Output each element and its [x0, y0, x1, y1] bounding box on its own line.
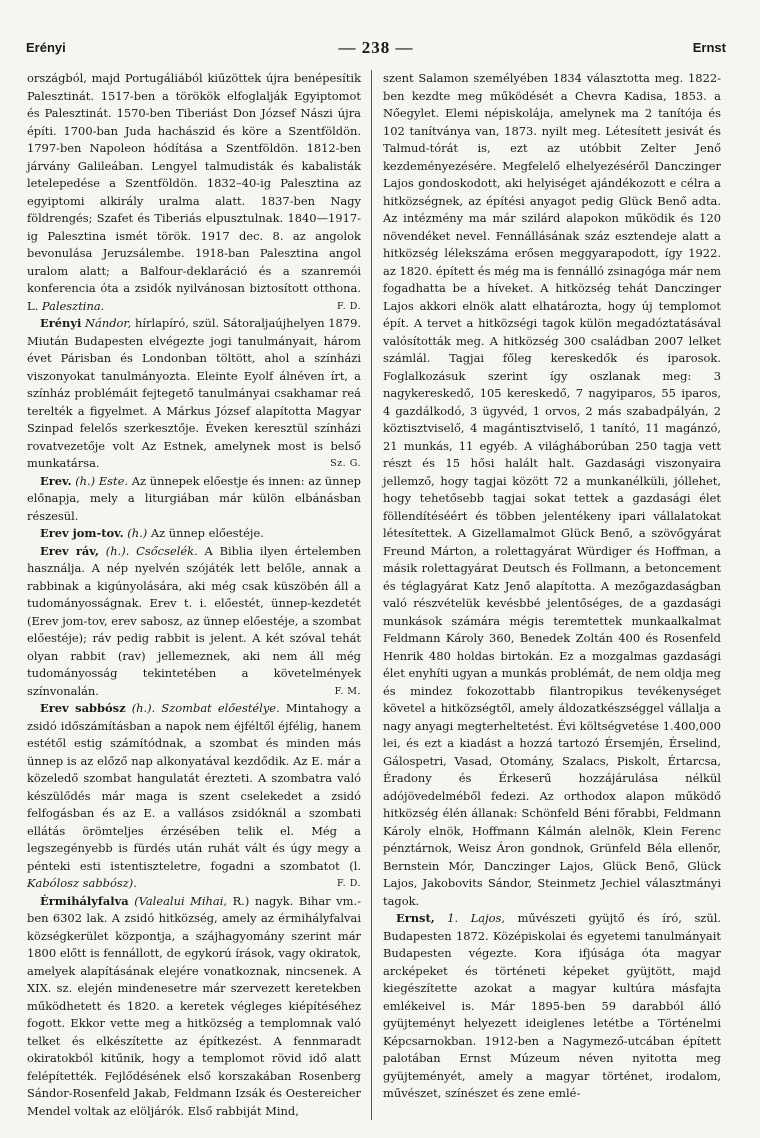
author-signature: F. D. [337, 878, 361, 889]
header-left-headword: Erényi [26, 40, 66, 55]
entry-subhead: (h.) [123, 526, 148, 540]
page-number: — 238 — [338, 38, 414, 57]
entry-subhead: (h.). Szombat előestélye. [125, 701, 280, 715]
entry-continuation [27, 70, 361, 315]
lexicon-entry [27, 315, 361, 473]
entry-text: hírlapíró, szül. Sátoraljaújhelyen 1879. Miután Budapesten elvégezte jogi tanulmányait, három évet Párisban és Londonban töltött, ahol a színházi viszonyokat tanulmányozta. Eleinte Eyolf álnéven írt, a színház problémáit fejtegető tanulmányai csakhamar reá terelték a figyelmet. A Márkus József alapította Magyar Szinpad felelős szerkesztője. Éveken keresztül színházi rovatvezetője volt Az Estnek, amelynek most is belső munkatársa. [27, 316, 361, 470]
entry-text: Az ünnepek előestje és innen: az ünnep előnapja, mely a liturgiában már külön elbánásban részesül. [27, 473, 361, 523]
entry-headword: Erényi [40, 316, 82, 330]
lexicon-entry [383, 910, 721, 1103]
entry-subhead: (Valealui Mihai, [128, 893, 228, 908]
entry-subhead: 1. Lajos, [434, 911, 506, 925]
entry-headword: Erev ráv, [40, 543, 99, 558]
entry-text: Az ünnep előestéje. [147, 526, 264, 540]
page-header [26, 40, 726, 60]
left-column [27, 70, 361, 1120]
author-signature: Sz. G. [330, 458, 361, 469]
entry-reference: Palesztina. [41, 298, 105, 313]
entry-text: A Biblia ilyen értelemben használja. A nép nyelvén szójáték lett belőle, annak a rabbinak a kigúnyolására, aki még csak küszöbén áll a tudományosságnak. Erev t. i. előestét, ünnep-kezdetét (Erev jom-tov, erev sabosz, az ünnep előestéje, a szombat előestéje); ráv pedig rabbit is jelent. A két szóval tehát olyan rabbit (rav) jellemeznek, aki nem áll még tudományosság tekintetében a követelmények színvonalán. [27, 543, 361, 698]
lexicon-entry [27, 543, 361, 701]
column-divider [371, 70, 372, 1120]
lexicon-entry [27, 525, 361, 543]
entry-text: országból, majd Portugáliából kiűzöttek újra benépesítik Palesztinát. 1517-ben a törökök elfoglalják Egyiptomot és Palesztinát. 1570-ben Tiberiást Don József Nászi újra építi. 1700-ban Juda hachászid és köre a Szentföldön. 1797-ben Napoleon hódítása a Szentföldön. 1812-ben járvány Galileában. Lengyel talmudisták és kabalisták letelepedése a Szentföldön. 1832–40-ig Palesztina az egyiptomi alkirály uralma alatt. 1837-ben Nagy földrengés; Szafet és Tiberiás elpusztulnak. 1840—1917-ig Palesztina ismét török. 1917 dec. 8. az angolok bevonulása Jeruzsálembe. 1918-ban Palesztina angol uralom alatt; a Balfour-deklaráció és a szanremói konferencia óta a zsidók nyilvánosan biztosított otthona. L. [27, 71, 361, 313]
entry-reference: Kabólosz sabbósz). [27, 876, 137, 890]
right-column [383, 70, 721, 1103]
entry-text: művészeti gyüjtő és író, szül. Budapesten 1872. Középiskolai és egyetemi tanulmányait Budapesten végezte. Kora ifjúsága óta magyar arcképeket és történeti képeket gyüjtött, majd kiegészítette azokat a magyar kultúra másfajta emlékeivel is. Már 1895-ben 59 darabból álló gyüjteményt helyezett ideiglenes letétbe a Történelmi Képcsarnokban. 1912-ben a Nagymező-utcában épített palotában Ernst Múzeum néven nyitotta meg gyüjteményét, amely a magyar történet, irodalom, művészet, színészet és zene emlé- [383, 911, 721, 1100]
lexicon-entry [27, 700, 361, 893]
entry-subhead: Nándor, [81, 316, 132, 330]
entry-continuation [383, 70, 721, 910]
entry-headword: Érmihályfalva [40, 893, 129, 908]
header-right-headword: Ernst [692, 40, 726, 55]
lexicon-entry [27, 893, 361, 1121]
entry-subhead: (h.). Csőcselék. [98, 543, 198, 558]
entry-subhead: (h.) Este. [71, 473, 129, 488]
author-signature: F. D. [337, 300, 361, 312]
author-signature: F. M. [334, 685, 361, 697]
entry-headword: Erev jom-tov. [40, 526, 124, 540]
entry-text: Mintahogy a zsidó időszámításban a napok nem éjféltől éjfélig, hanem estétől estig számítódnak, a szombat és minden más ünnep is az előző nap alkonyatával kezdődik. Az E. már a közeledő szombat hangulatát érezteti. A szombatra való készülődés már maga is szent cselekedet a zsidó felfogásban és az E. a vallásos zsidóknál a szombati ellátás örömteljes érzésében telik el. Még a legszegényebb is fürdés után ruhát vált és úgy megy a pénteki esti istentiszteletre, fogadni a szombatot (l. [27, 701, 362, 873]
entry-headword: Ernst, [396, 911, 435, 925]
entry-text: szent Salamon személyében 1834 választotta meg. 1822-ben kezdte meg működését a Chevra Kadisa, 1853. a Nőegylet. Elemi népiskolája, amelynek ma 2 tanítója és 102 tanítványa van, 1873. nyilt meg. Létesített jesivát és Talmud-tórát is, ezt az utóbbit Zelter Jenő kezdeményezésére. Megfelelő elhelyezéséről Danczinger Lajos gondoskodott, aki helyiséget ajándékozott e célra a hitközségnek, az építési anyagot pedig Glück Benő adta. Az intézmény ma már szilárd alapokon működik és 120 növendéket nevel. Fennállásának száz esztendeje alatt a hitközség lélekszáma erősen meggyarapodott, így 1922. az 1820. épített és még ma is fennálló zsinagóga már nem fogadhatta be a híveket. A hitközség tehát Danczinger Lajos akkori elnök alatt elhatározta, hogy új templomot épít. A tervet a hitközségi tagok külön megadóztatásával valósították meg. A hitközség 300 családban 2007 lelket számlál. Tagjai főleg kereskedők és iparosok. Foglalkozásuk szerint így oszlanak meg: 3 nagykereskedő, 105 kereskedő, 7 nagyiparos, 55 iparos, 4 gazdálkodó, 3 ügyvéd, 1 orvos, 2 más szabadpályán, 2 köztisztviselő, 4 magántisztviselő, 1 tanító, 11 magánzó, 21 munkás, 11 egyéb. A világháborúban 250 tagja vett részt és 15 hősi halált halt. Gazdasági viszonyaira jellemző, hogy tagjai között 72 a munkanélküli, jóllehet, hogy tehetősebb tagjai sokat tettek a gazdasági élet föllendítéséért és többen jelentékeny ipari vállalatokat létesítettek. A Gizellamalmot Glück Benő, a szövőgyárat Freund Márton, a rolettagyárat Würdiger és Hoffman, a másik rolettagyárat Deutsch és Follmann, a betoncement és téglagyárat Katz Jenő alapította. A mezőgazdaságban való részvételük kevésbbé jelentőséges, de a gazdasági munkások számára mégis teremtettek munkaalkalmat Feldmann Károly 360, Benedek Zoltán 400 és Rosenfeld Henrik 480 holdas birtokán. Ez a mozgalmas gazdasági élet enyhíti ugyan a munkás problémát, de nem oldja meg és mindez fokozottabb filantropikus tevékenységet követel a hitközségtől, amely áldozatkészséggel vállalja a nagy anyagi megterheltetést. Évi költségvetése 1.400,000 lei, és ezt a kiadást a hozzá tartozó Érsemjén, Érselind, Gálospetri, Vasad, Otomány, Szalacs, Piskolt, Értarcsa, Éradony és Érkeserű hozzájárulása nélkül adójövedelméből fedezi. Az orthodox alapon működő hitközség élén állanak: Schönfeld Béni főrabbi, Feldmann Károly elnök, Hoffmann Kálmán alelnök, Klein Ferenc pénztárnok, Weisz Áron gondnok, Grünfeld Béla ellenőr, Bernstein Mór, Danczinger Lajos, Glück Benő, Glück Lajos, Jakobovits Sándor, Steinmetz Jechiel választmányi tagok. [383, 71, 721, 908]
entry-headword: Erev sabbósz [40, 701, 126, 715]
lexicon-entry [27, 473, 361, 526]
entry-headword: Erev. [40, 473, 72, 488]
entry-text: R.) nagyk. Bihar vm.-ben 6302 lak. A zsidó hitközség, amely az érmihályfalvai községkerület központja, a szájhagyomány szerint már 1800 előtt is fennállott, de egykorú írások, vagy okiratok, amelyek alapításának elejére vonatkoznak, nincsenek. A XIX. sz. elején mindenesetre már szervezett keretekben működhetett és 1820. a keretek végleges kiépítéséhez fogott. Ekkor vette meg a hitközség a templomnak való telket és elkészítette az építkezést. A fennmaradt okiratokból kitűnik, hogy a templomot rövid idő alatt felépítették. Fejlődésének első korszakában Rosenberg Sándor-Rosenfeld Jakab, Feldmann Izsák és Oestereicher Mendel voltak az elöljárók. Első rabbiját Mind, [27, 893, 361, 1118]
